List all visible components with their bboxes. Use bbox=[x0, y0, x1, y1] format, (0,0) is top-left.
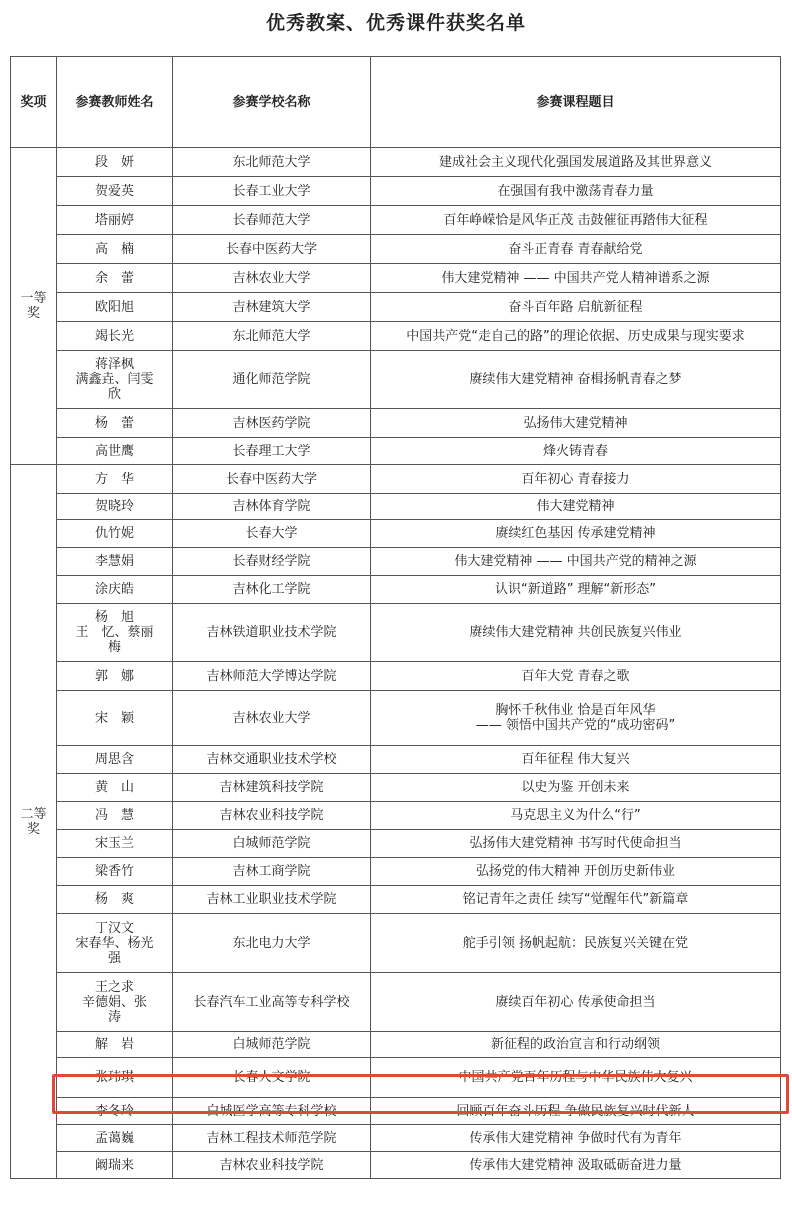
teacher-name-cell: 宋 颖 bbox=[57, 691, 173, 746]
table-row bbox=[11, 548, 781, 576]
teacher-name-cell: 欧阳旭 bbox=[57, 293, 173, 322]
table-row bbox=[11, 409, 781, 438]
teacher-name-cell: 高 楠 bbox=[57, 235, 173, 264]
course-topic-cell: 认识“新道路” 理解“新形态” bbox=[371, 576, 781, 604]
second-prize-label: 二等 奖 bbox=[11, 465, 57, 1179]
table-row bbox=[11, 177, 781, 206]
school-name-cell: 吉林农业科技学院 bbox=[173, 802, 371, 830]
course-topic-cell: 马克思主义为什么“行” bbox=[371, 802, 781, 830]
table-row bbox=[11, 662, 781, 691]
course-topic-cell: 奋斗正青春 青春献给党 bbox=[371, 235, 781, 264]
teacher-name-cell: 黄 山 bbox=[57, 774, 173, 802]
course-topic-cell: 回顾百年奋斗历程 争做民族复兴时代新人 bbox=[371, 1098, 781, 1125]
teacher-name-cell: 梁香竹 bbox=[57, 858, 173, 886]
table-row bbox=[11, 148, 781, 177]
teacher-name-cell: 仇竹妮 bbox=[57, 520, 173, 548]
school-name-cell: 长春中医药大学 bbox=[173, 235, 371, 264]
header-topic: 参赛课程题目 bbox=[371, 57, 781, 148]
teacher-name-cell: 贺爱英 bbox=[57, 177, 173, 206]
header-row bbox=[11, 57, 781, 148]
school-name-cell: 东北师范大学 bbox=[173, 148, 371, 177]
table-row bbox=[11, 774, 781, 802]
school-name-cell: 长春大学 bbox=[173, 520, 371, 548]
page-title: 优秀教案、优秀课件获奖名单 bbox=[265, 12, 526, 34]
course-topic-cell: 百年征程 伟大复兴 bbox=[371, 746, 781, 774]
header-school: 参赛学校名称 bbox=[173, 57, 371, 148]
table-row bbox=[11, 1152, 781, 1179]
table-row bbox=[11, 351, 781, 409]
school-name-cell: 吉林工商学院 bbox=[173, 858, 371, 886]
table-row bbox=[11, 576, 781, 604]
table-row bbox=[11, 438, 781, 465]
course-topic-cell: 传承伟大建党精神 汲取砥砺奋进力量 bbox=[371, 1152, 781, 1179]
teacher-name-cell: 李慧娟 bbox=[57, 548, 173, 576]
school-name-cell: 吉林建筑大学 bbox=[173, 293, 371, 322]
teacher-name-cell: 竭长光 bbox=[57, 322, 173, 351]
course-topic-cell: 铭记青年之责任 续写“觉醒年代”新篇章 bbox=[371, 886, 781, 914]
teacher-name-cell: 涂庆皓 bbox=[57, 576, 173, 604]
teacher-name-cell: 解 岩 bbox=[57, 1032, 173, 1058]
school-name-cell: 吉林农业大学 bbox=[173, 264, 371, 293]
school-name-cell: 东北电力大学 bbox=[173, 914, 371, 973]
course-topic-cell: 胸怀千秋伟业 恰是百年风华 —— 领悟中国共产党的“成功密码” bbox=[371, 691, 781, 746]
course-topic-cell: 弘扬党的伟大精神 开创历史新伟业 bbox=[371, 858, 781, 886]
school-name-cell: 吉林农业科技学院 bbox=[173, 1152, 371, 1179]
school-name-cell: 长春师范大学 bbox=[173, 206, 371, 235]
course-topic-cell: 百年峥嵘恰是风华正茂 击鼓催征再踏伟大征程 bbox=[371, 206, 781, 235]
school-name-cell: 白城医学高等专科学校 bbox=[173, 1098, 371, 1125]
school-name-cell: 长春工业大学 bbox=[173, 177, 371, 206]
table-row bbox=[11, 494, 781, 520]
school-name-cell: 吉林铁道职业技术学院 bbox=[173, 604, 371, 662]
course-topic-cell: 伟大建党精神 —— 中国共产党人精神谱系之源 bbox=[371, 264, 781, 293]
school-name-cell: 白城师范学院 bbox=[173, 830, 371, 858]
teacher-name-cell: 杨 爽 bbox=[57, 886, 173, 914]
school-name-cell: 通化师范学院 bbox=[173, 351, 371, 409]
school-name-cell: 吉林工程技术师范学院 bbox=[173, 1125, 371, 1152]
table-row bbox=[11, 802, 781, 830]
table-row bbox=[11, 973, 781, 1032]
course-topic-cell: 赓续百年初心 传承使命担当 bbox=[371, 973, 781, 1032]
header-teacher: 参赛教师姓名 bbox=[57, 57, 173, 148]
header-prize: 奖项 bbox=[11, 57, 57, 148]
school-name-cell: 长春理工大学 bbox=[173, 438, 371, 465]
school-name-cell: 吉林体育学院 bbox=[173, 494, 371, 520]
table-row bbox=[11, 604, 781, 662]
table-row bbox=[11, 886, 781, 914]
table-row bbox=[11, 293, 781, 322]
school-name-cell: 吉林化工学院 bbox=[173, 576, 371, 604]
table-row bbox=[11, 691, 781, 746]
teacher-name-cell: 丁汉文 宋春华、杨光 强 bbox=[57, 914, 173, 973]
teacher-name-cell: 余 蕾 bbox=[57, 264, 173, 293]
teacher-name-cell: 蒋泽枫 满鑫垚、闫雯 欣 bbox=[57, 351, 173, 409]
teacher-name-cell: 宋玉兰 bbox=[57, 830, 173, 858]
course-topic-cell: 奋斗百年路 启航新征程 bbox=[371, 293, 781, 322]
table-row bbox=[11, 520, 781, 548]
table-row bbox=[11, 264, 781, 293]
table-row bbox=[11, 235, 781, 264]
course-topic-cell: 新征程的政治宣言和行动纲领 bbox=[371, 1032, 781, 1058]
teacher-name-cell: 塔丽婷 bbox=[57, 206, 173, 235]
course-topic-cell: 弘扬伟大建党精神 书写时代使命担当 bbox=[371, 830, 781, 858]
course-topic-cell: 赓续红色基因 传承建党精神 bbox=[371, 520, 781, 548]
course-topic-cell: 传承伟大建党精神 争做时代有为青年 bbox=[371, 1125, 781, 1152]
course-topic-cell: 以史为鉴 开创未来 bbox=[371, 774, 781, 802]
school-name-cell: 长春汽车工业高等专科学校 bbox=[173, 973, 371, 1032]
table-row bbox=[11, 1032, 781, 1058]
table-row bbox=[11, 465, 781, 494]
course-topic-cell: 百年初心 青春接力 bbox=[371, 465, 781, 494]
teacher-name-cell: 段 妍 bbox=[57, 148, 173, 177]
teacher-name-cell: 贺晓玲 bbox=[57, 494, 173, 520]
school-name-cell: 长春中医药大学 bbox=[173, 465, 371, 494]
award-table bbox=[10, 56, 781, 1179]
teacher-name-cell: 李冬玲 bbox=[57, 1098, 173, 1125]
course-topic-cell: 赓续伟大建党精神 奋楫扬帆青春之梦 bbox=[371, 351, 781, 409]
course-topic-cell: 烽火铸青春 bbox=[371, 438, 781, 465]
school-name-cell: 白城师范学院 bbox=[173, 1032, 371, 1058]
teacher-name-cell: 杨 旭 王 忆、蔡丽 梅 bbox=[57, 604, 173, 662]
school-name-cell: 吉林医药学院 bbox=[173, 409, 371, 438]
school-name-cell: 吉林农业大学 bbox=[173, 691, 371, 746]
table-row bbox=[11, 1058, 781, 1098]
first-prize-label: 一等 奖 bbox=[11, 148, 57, 465]
first-prize-group bbox=[11, 148, 781, 465]
teacher-name-cell: 冯 慧 bbox=[57, 802, 173, 830]
school-name-cell: 长春人文学院 bbox=[173, 1058, 371, 1098]
teacher-name-cell: 周思含 bbox=[57, 746, 173, 774]
table-row bbox=[11, 1125, 781, 1152]
school-name-cell: 吉林建筑科技学院 bbox=[173, 774, 371, 802]
table-row bbox=[11, 914, 781, 973]
table-row bbox=[11, 206, 781, 235]
school-name-cell: 吉林工业职业技术学院 bbox=[173, 886, 371, 914]
course-topic-cell: 中国共产党百年历程与中华民族伟大复兴 bbox=[371, 1058, 781, 1098]
course-topic-cell: 中国共产党“走自己的路”的理论依据、历史成果与现实要求 bbox=[371, 322, 781, 351]
school-name-cell: 吉林师范大学博达学院 bbox=[173, 662, 371, 691]
course-topic-cell: 弘扬伟大建党精神 bbox=[371, 409, 781, 438]
teacher-name-cell: 方 华 bbox=[57, 465, 173, 494]
teacher-name-cell: 郭 娜 bbox=[57, 662, 173, 691]
second-prize-group bbox=[11, 465, 781, 1179]
course-topic-cell: 百年大党 青春之歌 bbox=[371, 662, 781, 691]
teacher-name-cell: 杨 蕾 bbox=[57, 409, 173, 438]
course-topic-cell: 建成社会主义现代化强国发展道路及其世界意义 bbox=[371, 148, 781, 177]
teacher-name-cell: 张玮琪 bbox=[57, 1058, 173, 1098]
table-row bbox=[11, 1098, 781, 1125]
table-row bbox=[11, 858, 781, 886]
table-row bbox=[11, 322, 781, 351]
school-name-cell: 东北师范大学 bbox=[173, 322, 371, 351]
table-row bbox=[11, 830, 781, 858]
course-topic-cell: 伟大建党精神 —— 中国共产党的精神之源 bbox=[371, 548, 781, 576]
teacher-name-cell: 孟蔼巍 bbox=[57, 1125, 173, 1152]
teacher-name-cell: 高世鹰 bbox=[57, 438, 173, 465]
course-topic-cell: 舵手引领 扬帆起航：民族复兴关键在党 bbox=[371, 914, 781, 973]
course-topic-cell: 赓续伟大建党精神 共创民族复兴伟业 bbox=[371, 604, 781, 662]
teacher-name-cell: 王之求 辛德娟、张 涛 bbox=[57, 973, 173, 1032]
table-row bbox=[11, 746, 781, 774]
school-name-cell: 长春财经学院 bbox=[173, 548, 371, 576]
course-topic-cell: 在强国有我中激荡青春力量 bbox=[371, 177, 781, 206]
school-name-cell: 吉林交通职业技术学校 bbox=[173, 746, 371, 774]
teacher-name-cell: 阚瑞来 bbox=[57, 1152, 173, 1179]
course-topic-cell: 伟大建党精神 bbox=[371, 494, 781, 520]
